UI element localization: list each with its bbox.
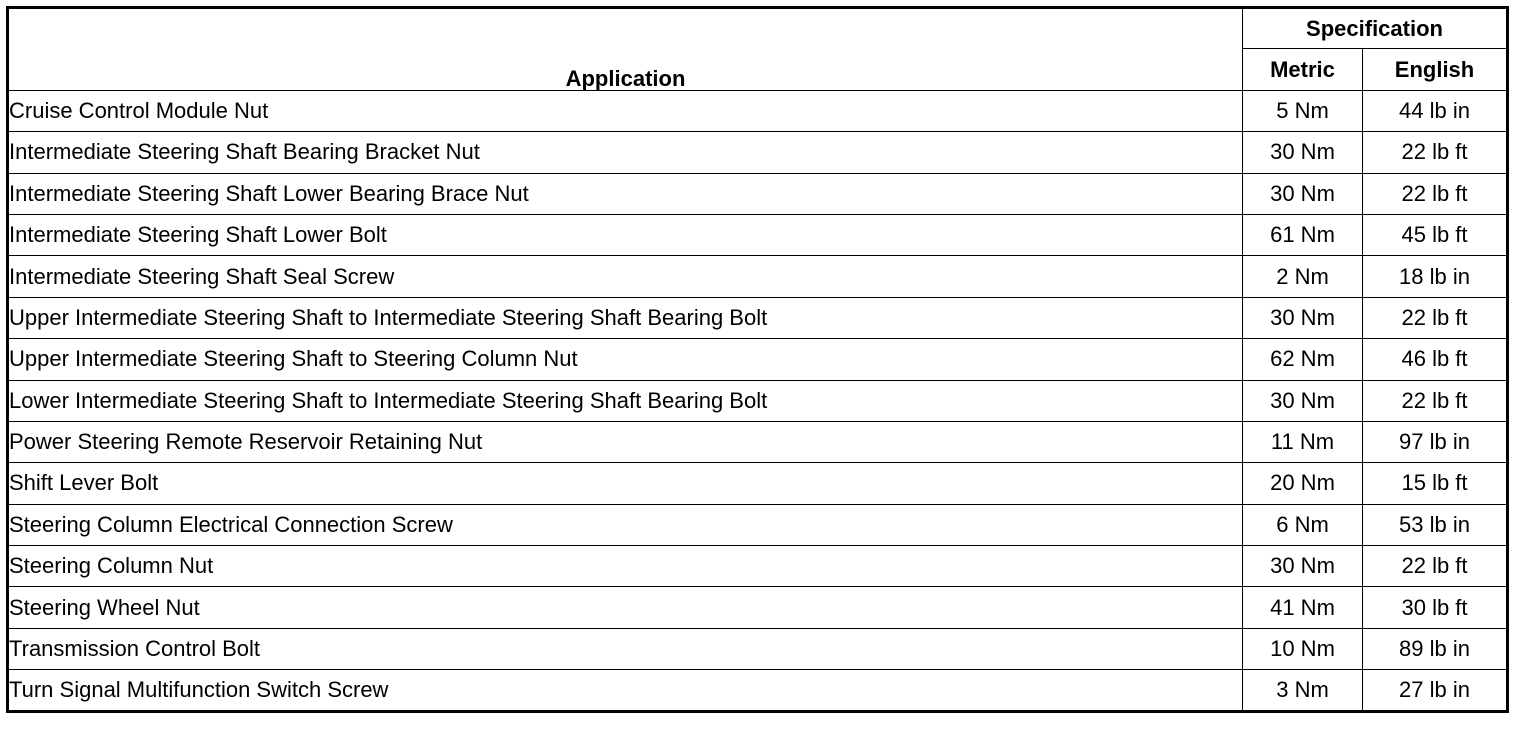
metric-cell: 2 Nm [1243, 256, 1363, 297]
application-cell: Lower Intermediate Steering Shaft to Intermediate Steering Shaft Bearing Bolt [8, 380, 1243, 421]
metric-cell: 62 Nm [1243, 339, 1363, 380]
application-cell: Upper Intermediate Steering Shaft to Steering Column Nut [8, 339, 1243, 380]
english-cell: 30 lb ft [1363, 587, 1508, 628]
english-cell: 18 lb in [1363, 256, 1508, 297]
metric-cell: 30 Nm [1243, 380, 1363, 421]
metric-cell: 6 Nm [1243, 504, 1363, 545]
english-cell: 22 lb ft [1363, 173, 1508, 214]
table-row [8, 339, 1508, 380]
application-cell: Steering Wheel Nut [8, 587, 1243, 628]
english-cell: 97 lb in [1363, 421, 1508, 462]
english-cell: 89 lb in [1363, 628, 1508, 669]
english-cell: 22 lb ft [1363, 546, 1508, 587]
table-row [8, 297, 1508, 338]
application-cell: Intermediate Steering Shaft Bearing Bracket Nut [8, 132, 1243, 173]
application-cell: Transmission Control Bolt [8, 628, 1243, 669]
table-row [8, 380, 1508, 421]
table-row [8, 546, 1508, 587]
metric-cell: 5 Nm [1243, 90, 1363, 131]
table-row [8, 628, 1508, 669]
application-cell: Intermediate Steering Shaft Lower Bolt [8, 214, 1243, 255]
application-cell: Power Steering Remote Reservoir Retaining Nut [8, 421, 1243, 462]
application-cell: Intermediate Steering Shaft Lower Bearing Brace Nut [8, 173, 1243, 214]
english-cell: 45 lb ft [1363, 214, 1508, 255]
english-cell: 22 lb ft [1363, 132, 1508, 173]
application-cell: Steering Column Nut [8, 546, 1243, 587]
english-cell: 22 lb ft [1363, 380, 1508, 421]
english-cell: 27 lb in [1363, 670, 1508, 711]
table-row [8, 90, 1508, 131]
header-row-top [8, 8, 1508, 49]
metric-cell: 10 Nm [1243, 628, 1363, 669]
english-cell: 53 lb in [1363, 504, 1508, 545]
application-cell: Intermediate Steering Shaft Seal Screw [8, 256, 1243, 297]
table-row [8, 132, 1508, 173]
application-header: Application [8, 8, 1243, 91]
english-header: English [1363, 49, 1508, 90]
english-cell: 46 lb ft [1363, 339, 1508, 380]
metric-cell: 61 Nm [1243, 214, 1363, 255]
metric-cell: 30 Nm [1243, 297, 1363, 338]
application-cell: Upper Intermediate Steering Shaft to Intermediate Steering Shaft Bearing Bolt [8, 297, 1243, 338]
table-row [8, 504, 1508, 545]
spec-table-container [6, 6, 1509, 713]
metric-cell: 30 Nm [1243, 546, 1363, 587]
metric-cell: 20 Nm [1243, 463, 1363, 504]
table-row [8, 421, 1508, 462]
fastener-torque-specification-table [6, 6, 1509, 713]
table-row [8, 173, 1508, 214]
application-cell: Cruise Control Module Nut [8, 90, 1243, 131]
table-row [8, 587, 1508, 628]
english-cell: 22 lb ft [1363, 297, 1508, 338]
metric-cell: 3 Nm [1243, 670, 1363, 711]
table-row [8, 214, 1508, 255]
application-cell: Shift Lever Bolt [8, 463, 1243, 504]
application-cell: Turn Signal Multifunction Switch Screw [8, 670, 1243, 711]
table-row [8, 256, 1508, 297]
english-cell: 44 lb in [1363, 90, 1508, 131]
table-row [8, 463, 1508, 504]
english-cell: 15 lb ft [1363, 463, 1508, 504]
application-cell: Steering Column Electrical Connection Screw [8, 504, 1243, 545]
table-row [8, 670, 1508, 711]
metric-cell: 11 Nm [1243, 421, 1363, 462]
metric-cell: 41 Nm [1243, 587, 1363, 628]
metric-header: Metric [1243, 49, 1363, 90]
metric-cell: 30 Nm [1243, 132, 1363, 173]
specification-header: Specification [1243, 8, 1508, 49]
metric-cell: 30 Nm [1243, 173, 1363, 214]
